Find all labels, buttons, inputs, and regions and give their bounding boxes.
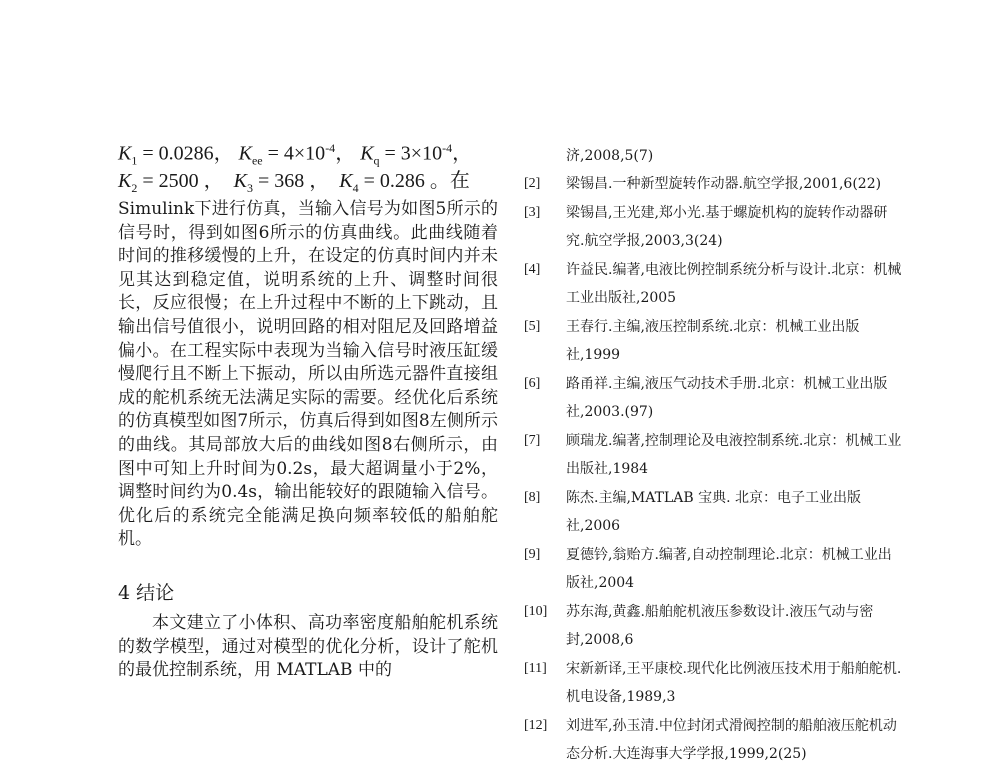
symbol-k: K bbox=[118, 142, 132, 165]
reference-number: [7] bbox=[524, 432, 541, 448]
reference-text: 许益民.编著,电液比例控制系统分析与设计.北京：机械工业出版社,2005 bbox=[566, 261, 902, 306]
reference-text: 梁锡昌,王光建,郑小光.基于螺旋机构的旋转作动器研究.航空学报,2003,3(24) bbox=[566, 204, 888, 249]
formula-text: = 368 ， bbox=[252, 170, 340, 192]
formula-text: = 0.286 。在 bbox=[358, 170, 470, 192]
formula-text: = 0.0286， bbox=[137, 142, 234, 165]
reference-item bbox=[524, 427, 904, 484]
formula-text: = 3×10 bbox=[379, 142, 443, 165]
reference-item bbox=[524, 484, 904, 541]
subscript: 1 bbox=[131, 153, 138, 168]
reference-text: 梁锡昌.一种新型旋转作动器.航空学报,2001,6(22) bbox=[566, 176, 882, 192]
symbol-k: K bbox=[339, 170, 353, 192]
formula-text: = 2500 ， bbox=[137, 170, 234, 192]
symbol-k: K bbox=[238, 142, 252, 165]
subscript: ee bbox=[251, 153, 263, 168]
subscript: q bbox=[373, 153, 380, 168]
subscript: 3 bbox=[246, 181, 253, 195]
formula-text: ， bbox=[452, 142, 473, 165]
formula-line-1 bbox=[118, 132, 498, 168]
reference-number: [10] bbox=[524, 603, 548, 619]
reference-item bbox=[524, 199, 904, 256]
body-paragraph: Simulink下进行仿真，当输入信号为如图5所示的信号时，得到如图6所示的仿真曲线。此曲线随着时间的推移缓慢的上升，在设定的仿真时间内并未见其达到稳定值，说明系统的上升、调整时间很长，反应很慢；在上升过程中不断的上下跳动，且输出信号值很小，说明回路的相对阻尼及回路增益偏小。在工程实际中表现为当输入信号时液压缸缓慢爬行且不断上下振动，所以由所选元器件直接组成的舵机系统无法满足实际的需要。经优化后系统的仿真模型如图7所示，仿真后得到如图8左侧所示的曲线。其局部放大后的曲线如图8右侧所示，由图中可知上升时间为0.2s，最大超调量小于2%，调整时间约为0.4s，输出能较好的跟随输入信号。优化后的系统完全能满足换向频率较低的船舶舵机。 bbox=[118, 199, 498, 550]
references-column bbox=[524, 142, 904, 769]
reference-text: 苏东海,黄鑫.船舶舵机液压参数设计.液压气动与密封,2008,6 bbox=[566, 603, 874, 648]
superscript: -4 bbox=[325, 141, 336, 155]
reference-number: [8] bbox=[524, 489, 541, 505]
superscript: -4 bbox=[442, 141, 453, 155]
left-column bbox=[118, 132, 498, 683]
reference-text: 刘进军,孙玉清.中位封闭式滑阀控制的船舶液压舵机动态分析.大连海事大学学报,1999,2(25) bbox=[566, 717, 897, 762]
conclusion-paragraph: 本文建立了小体积、高功率密度船舶舵机系统的数学模型，通过对模型的优化分析，设计了舵机的最优控制系统，用 MATLAB 中的 bbox=[118, 612, 498, 681]
reference-number: [6] bbox=[524, 375, 541, 391]
reference-text: 宋新新译,王平康校.现代化比例液压技术用于船舶舵机.机电设备,1989,3 bbox=[566, 660, 902, 705]
reference-number: [11] bbox=[524, 660, 547, 676]
symbol-k: K bbox=[118, 170, 132, 192]
reference-number: [9] bbox=[524, 546, 541, 562]
formula-text: ， bbox=[335, 142, 356, 165]
reference-number: [12] bbox=[524, 717, 548, 733]
reference-text: 夏德钤,翁贻方.编著,自动控制理论.北京：机械工业出版社,2004 bbox=[566, 546, 892, 591]
formula-text: = 4×10 bbox=[262, 142, 326, 165]
symbol-k: K bbox=[360, 142, 374, 165]
reference-number: [3] bbox=[524, 204, 541, 220]
reference-item bbox=[524, 370, 904, 427]
subscript: 2 bbox=[131, 181, 138, 195]
reference-continuation: 济,2008,5(7) bbox=[566, 148, 654, 164]
reference-number: [5] bbox=[524, 318, 541, 334]
reference-text: 陈杰.主编,MATLAB 宝典. 北京：电子工业出版社,2006 bbox=[566, 489, 861, 534]
reference-text: 路甬祥.主编,液压气动技术手册.北京：机械工业出版社,2003.(97) bbox=[566, 375, 888, 420]
reference-item bbox=[524, 256, 904, 313]
reference-number: [4] bbox=[524, 261, 541, 277]
formula-line-2 bbox=[118, 165, 498, 198]
reference-item bbox=[524, 170, 904, 199]
reference-number: [2] bbox=[524, 176, 541, 191]
reference-text: 王春行.主编,液压控制系统.北京：机械工业出版社,1999 bbox=[566, 318, 860, 363]
reference-item bbox=[524, 598, 904, 655]
reference-item bbox=[524, 541, 904, 598]
subscript: 4 bbox=[352, 181, 359, 195]
section-heading: 4 结论 bbox=[118, 581, 175, 604]
reference-item bbox=[524, 655, 904, 712]
symbol-k: K bbox=[233, 170, 247, 192]
reference-item bbox=[524, 313, 904, 370]
reference-text: 顾瑞龙.编著,控制理论及电液控制系统.北京：机械工业出版社,1984 bbox=[566, 432, 902, 477]
